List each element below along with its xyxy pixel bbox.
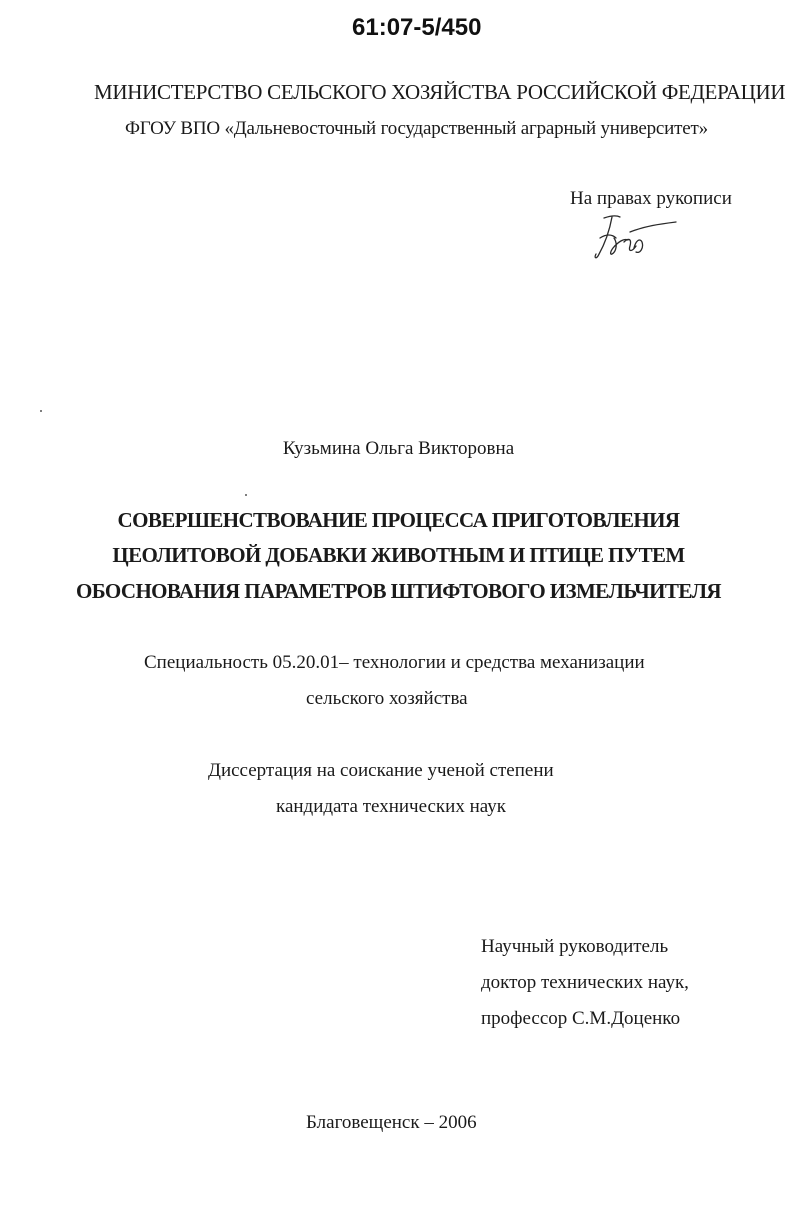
archive-number: 61:07-5/450 [352, 14, 482, 41]
degree-line: Диссертация на соискание ученой степени [208, 760, 554, 781]
thesis-title-line: ЦЕОЛИТОВОЙ ДОБАВКИ ЖИВОТНЫМ И ПТИЦЕ ПУТЕМ [112, 543, 685, 567]
manuscript-rights-label: На правах рукописи [570, 188, 732, 209]
thesis-title-line: СОВЕРШЕНСТВОВАНИЕ ПРОЦЕССА ПРИГОТОВЛЕНИЯ [117, 508, 680, 532]
scan-speck [245, 494, 247, 496]
supervisor-line: профессор С.М.Доценко [481, 1008, 681, 1029]
degree-line: кандидата технических наук [276, 796, 506, 817]
scan-speck [40, 410, 42, 412]
thesis-title-line: ОБОСНОВАНИЯ ПАРАМЕТРОВ ШТИФТОВОГО ИЗМЕЛЬЧИТЕЛЯ [76, 579, 721, 603]
handwritten-signature [590, 208, 680, 264]
university-heading: ФГОУ ВПО «Дальневосточный государственный аграрный университет» [125, 118, 708, 139]
specialty-line: Специальность 05.20.01– технологии и средства механизации [144, 652, 645, 673]
ministry-heading: МИНИСТЕРСТВО СЕЛЬСКОГО ХОЗЯЙСТВА РОССИЙСКОЙ ФЕДЕРАЦИИ [94, 80, 786, 104]
city-year: Благовещенск – 2006 [306, 1112, 477, 1133]
specialty-line: сельского хозяйства [306, 688, 468, 709]
supervisor-line: доктор технических наук, [481, 972, 689, 993]
supervisor-line: Научный руководитель [481, 936, 669, 957]
author-name: Кузьмина Ольга Викторовна [282, 438, 515, 459]
